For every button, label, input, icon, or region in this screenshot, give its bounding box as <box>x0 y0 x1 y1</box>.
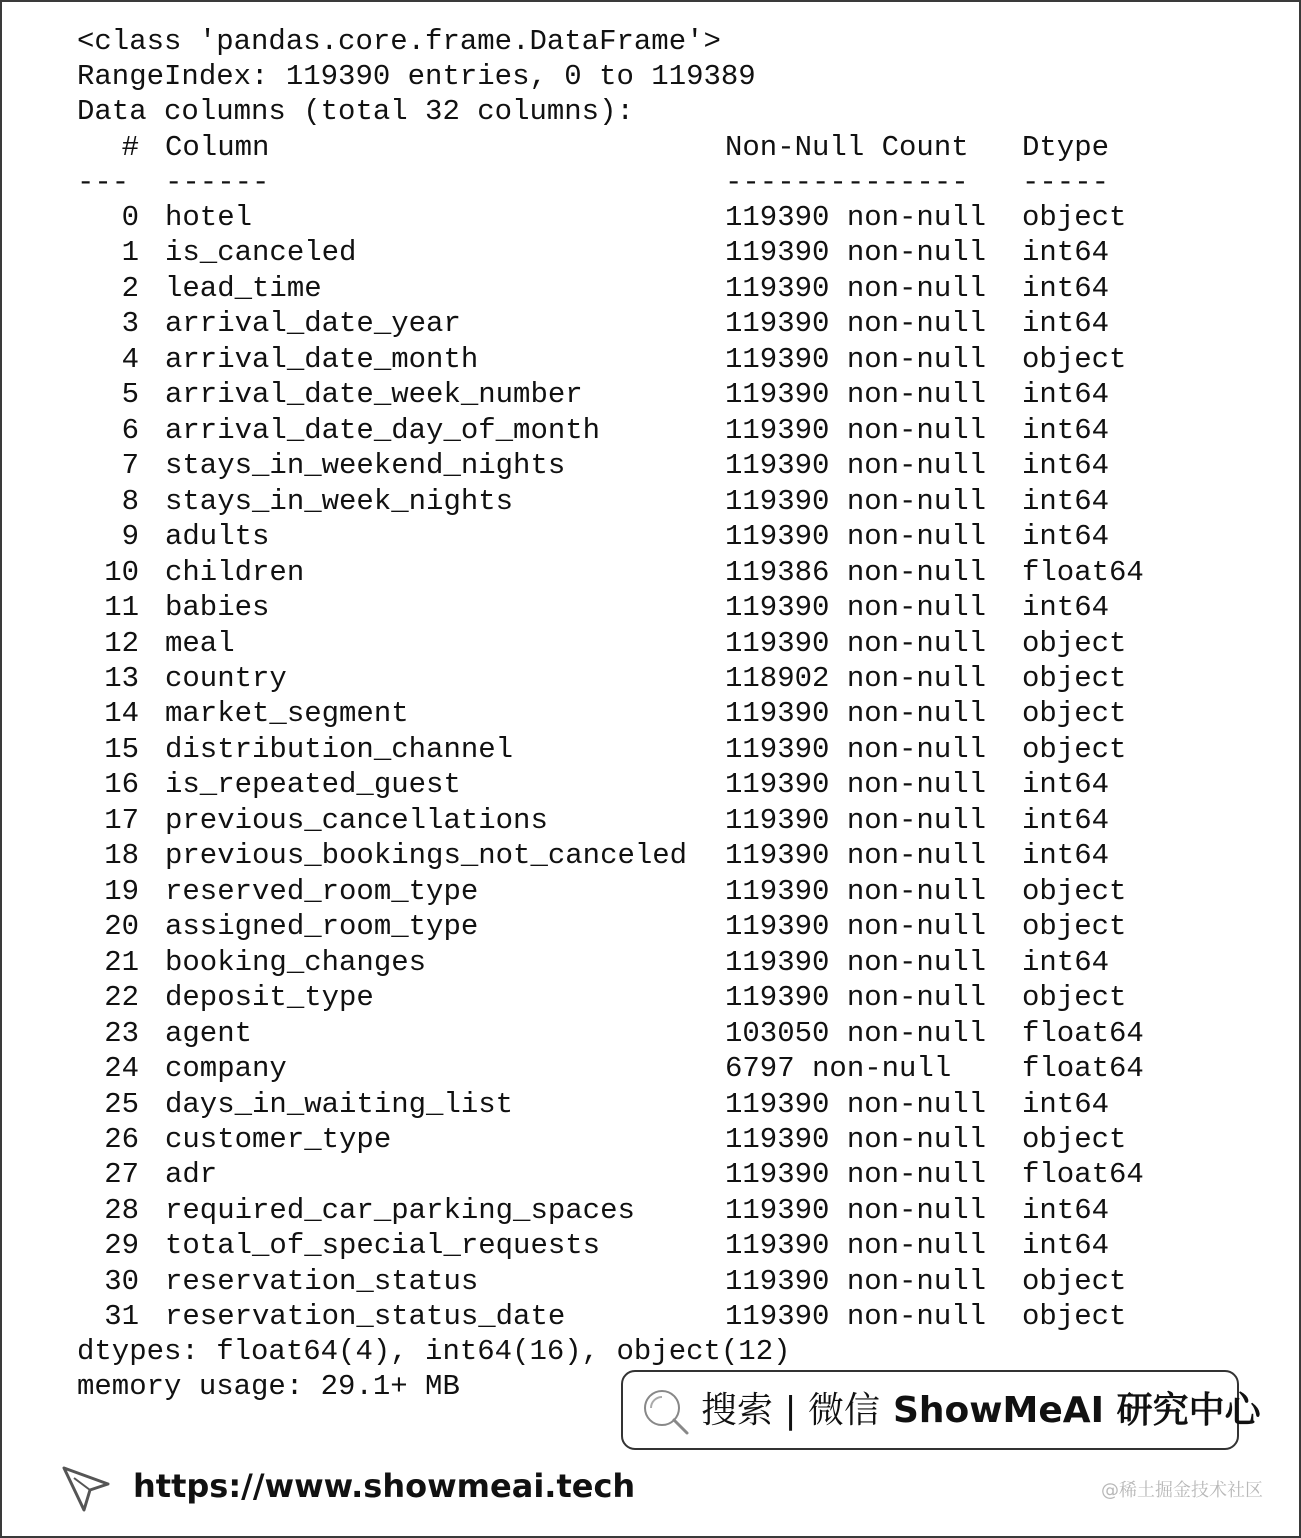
row-column-name: arrival_date_week_number <box>165 378 583 412</box>
row-dtype: int64 <box>1022 1229 1110 1263</box>
row-non-null-count: 119390 non-null <box>725 839 987 873</box>
row-column-name: previous_cancellations <box>165 803 548 837</box>
row-column-name: meal <box>165 626 235 660</box>
row-dtype: object <box>1022 732 1127 766</box>
row-column-name: arrival_date_month <box>165 342 479 376</box>
row-index: 26 <box>104 1122 139 1156</box>
row-index: 13 <box>104 661 139 695</box>
row-non-null-count: 119390 non-null <box>725 1264 987 1298</box>
row-non-null-count: 119390 non-null <box>725 626 987 660</box>
row-column-name: children <box>165 555 305 589</box>
row-non-null-count: 119390 non-null <box>725 378 987 412</box>
row-column-name: adults <box>165 520 270 554</box>
row-non-null-count: 119390 non-null <box>725 449 987 483</box>
row-column-name: total_of_special_requests <box>165 1229 601 1263</box>
row-dtype: object <box>1022 874 1127 908</box>
header-dtype: Dtype <box>1022 131 1110 164</box>
row-index: 30 <box>104 1264 139 1298</box>
separator-num: --- <box>77 166 130 199</box>
row-index: 7 <box>121 449 139 483</box>
site-url-link[interactable]: https://www.showmeai.tech <box>133 1467 636 1505</box>
row-dtype: int64 <box>1022 378 1110 412</box>
row-dtype: object <box>1022 1264 1127 1298</box>
row-dtype: object <box>1022 626 1127 660</box>
row-non-null-count: 119390 non-null <box>725 768 987 802</box>
class-line: <class 'pandas.core.frame.DataFrame'> <box>77 25 721 58</box>
row-index: 10 <box>104 555 139 589</box>
row-non-null-count: 119390 non-null <box>725 1087 987 1121</box>
cursor-icon <box>58 1460 114 1516</box>
row-non-null-count: 119390 non-null <box>725 591 987 625</box>
row-index: 31 <box>104 1300 139 1334</box>
row-index: 15 <box>104 732 139 766</box>
row-column-name: hotel <box>165 201 253 234</box>
watermark: @稀土掘金技术社区 <box>1101 1480 1263 1501</box>
row-column-name: customer_type <box>165 1122 392 1156</box>
row-column-name: stays_in_week_nights <box>165 484 514 518</box>
row-index: 21 <box>104 945 139 979</box>
row-dtype: int64 <box>1022 803 1110 837</box>
row-dtype: int64 <box>1022 236 1110 270</box>
row-dtype: int64 <box>1022 768 1110 802</box>
row-index: 17 <box>104 803 139 837</box>
row-index: 1 <box>121 236 139 270</box>
memory-usage-line: memory usage: 29.1+ MB <box>77 1370 460 1403</box>
row-column-name: reservation_status_date <box>165 1300 566 1334</box>
row-column-name: assigned_room_type <box>165 910 479 944</box>
row-non-null-count: 119390 non-null <box>725 307 987 341</box>
row-column-name: is_repeated_guest <box>165 768 461 802</box>
header-num: # <box>121 131 139 164</box>
row-dtype: int64 <box>1022 484 1110 518</box>
row-dtype: float64 <box>1022 1158 1144 1192</box>
row-dtype: int64 <box>1022 839 1110 873</box>
row-column-name: deposit_type <box>165 981 374 1015</box>
row-column-name: market_segment <box>165 697 409 731</box>
row-non-null-count: 118902 non-null <box>725 661 987 695</box>
row-index: 2 <box>121 271 139 305</box>
row-non-null-count: 119390 non-null <box>725 271 987 305</box>
row-dtype: int64 <box>1022 449 1110 483</box>
row-dtype: float64 <box>1022 1016 1144 1050</box>
header-column: Column <box>165 131 270 164</box>
row-column-name: distribution_channel <box>165 732 514 766</box>
row-column-name: reservation_status <box>165 1264 479 1298</box>
row-column-name: reserved_room_type <box>165 874 479 908</box>
row-dtype: float64 <box>1022 1052 1144 1086</box>
row-dtype: object <box>1022 697 1127 731</box>
row-dtype: object <box>1022 342 1127 376</box>
row-non-null-count: 119390 non-null <box>725 484 987 518</box>
row-index: 23 <box>104 1016 139 1050</box>
row-dtype: int64 <box>1022 307 1110 341</box>
row-column-name: arrival_date_day_of_month <box>165 413 601 447</box>
search-badge <box>621 1370 1261 1450</box>
row-non-null-count: 103050 non-null <box>725 1016 987 1050</box>
row-dtype: int64 <box>1022 271 1110 305</box>
row-index: 27 <box>104 1158 139 1192</box>
row-dtype: object <box>1022 1300 1127 1334</box>
row-index: 18 <box>104 839 139 873</box>
search-icon <box>641 1386 691 1436</box>
row-index: 28 <box>104 1193 139 1227</box>
row-index: 25 <box>104 1087 139 1121</box>
row-index: 4 <box>121 342 139 376</box>
row-index: 24 <box>104 1052 139 1086</box>
row-non-null-count: 119386 non-null <box>725 555 987 589</box>
row-non-null-count: 119390 non-null <box>725 910 987 944</box>
row-non-null-count: 119390 non-null <box>725 874 987 908</box>
row-index: 8 <box>121 484 139 518</box>
data-columns-line: Data columns (total 32 columns): <box>77 95 634 128</box>
row-non-null-count: 119390 non-null <box>725 1193 987 1227</box>
table-separator-row <box>77 165 1110 200</box>
row-index: 16 <box>104 768 139 802</box>
row-dtype: object <box>1022 981 1127 1015</box>
row-column-name: country <box>165 661 287 695</box>
row-dtype: int64 <box>1022 945 1110 979</box>
row-column-name: babies <box>165 591 270 625</box>
row-dtype: object <box>1022 1122 1127 1156</box>
row-index: 3 <box>121 307 139 341</box>
row-index: 29 <box>104 1229 139 1263</box>
row-dtype: int64 <box>1022 520 1110 554</box>
row-column-name: required_car_parking_spaces <box>165 1193 635 1227</box>
row-non-null-count: 119390 non-null <box>725 520 987 554</box>
row-non-null-count: 119390 non-null <box>725 697 987 731</box>
row-dtype: int64 <box>1022 591 1110 625</box>
row-column-name: agent <box>165 1016 253 1050</box>
row-index: 6 <box>121 413 139 447</box>
row-index: 5 <box>121 378 139 412</box>
row-non-null-count: 119390 non-null <box>725 413 987 447</box>
separator-count: -------------- <box>725 166 969 199</box>
row-dtype: object <box>1022 201 1127 234</box>
row-column-name: lead_time <box>165 271 322 305</box>
row-index: 22 <box>104 981 139 1015</box>
row-index: 20 <box>104 910 139 944</box>
row-column-name: stays_in_weekend_nights <box>165 449 566 483</box>
row-dtype: int64 <box>1022 1193 1110 1227</box>
brand-label: ShowMeAI 研究中心 <box>893 1390 1261 1431</box>
separator-dtype: ----- <box>1022 166 1110 199</box>
row-dtype: object <box>1022 661 1127 695</box>
row-column-name: booking_changes <box>165 945 427 979</box>
row-non-null-count: 119390 non-null <box>725 236 987 270</box>
row-non-null-count: 119390 non-null <box>725 945 987 979</box>
row-non-null-count: 119390 non-null <box>725 1158 987 1192</box>
row-column-name: days_in_waiting_list <box>165 1087 514 1121</box>
separator-column: ------ <box>165 166 270 199</box>
row-non-null-count: 119390 non-null <box>725 732 987 766</box>
dtypes-line: dtypes: float64(4), int64(16), object(12) <box>77 1335 791 1368</box>
row-index: 9 <box>121 520 139 554</box>
row-column-name: adr <box>165 1158 218 1192</box>
row-dtype: int64 <box>1022 1087 1110 1121</box>
header-count: Non-Null Count <box>725 131 969 164</box>
row-index: 11 <box>104 591 139 625</box>
row-non-null-count: 119390 non-null <box>725 1300 987 1334</box>
row-dtype: float64 <box>1022 555 1144 589</box>
row-dtype: object <box>1022 910 1127 944</box>
row-non-null-count: 119390 non-null <box>725 201 987 234</box>
row-non-null-count: 119390 non-null <box>725 1122 987 1156</box>
search-label: 搜索 | 微信 <box>701 1390 881 1431</box>
table-header-row <box>77 130 1110 165</box>
row-index: 14 <box>104 697 139 731</box>
row-dtype: int64 <box>1022 413 1110 447</box>
row-column-name: previous_bookings_not_canceled <box>165 839 688 873</box>
row-non-null-count: 119390 non-null <box>725 1229 987 1263</box>
row-non-null-count: 6797 non-null <box>725 1052 952 1086</box>
row-column-name: is_canceled <box>165 236 357 270</box>
row-index: 19 <box>104 874 139 908</box>
range-index-line: RangeIndex: 119390 entries, 0 to 119389 <box>77 60 756 93</box>
row-non-null-count: 119390 non-null <box>725 342 987 376</box>
row-index: 0 <box>121 201 139 234</box>
row-non-null-count: 119390 non-null <box>725 981 987 1015</box>
row-column-name: company <box>165 1052 287 1086</box>
row-non-null-count: 119390 non-null <box>725 803 987 837</box>
row-index: 12 <box>104 626 139 660</box>
row-column-name: arrival_date_year <box>165 307 461 341</box>
